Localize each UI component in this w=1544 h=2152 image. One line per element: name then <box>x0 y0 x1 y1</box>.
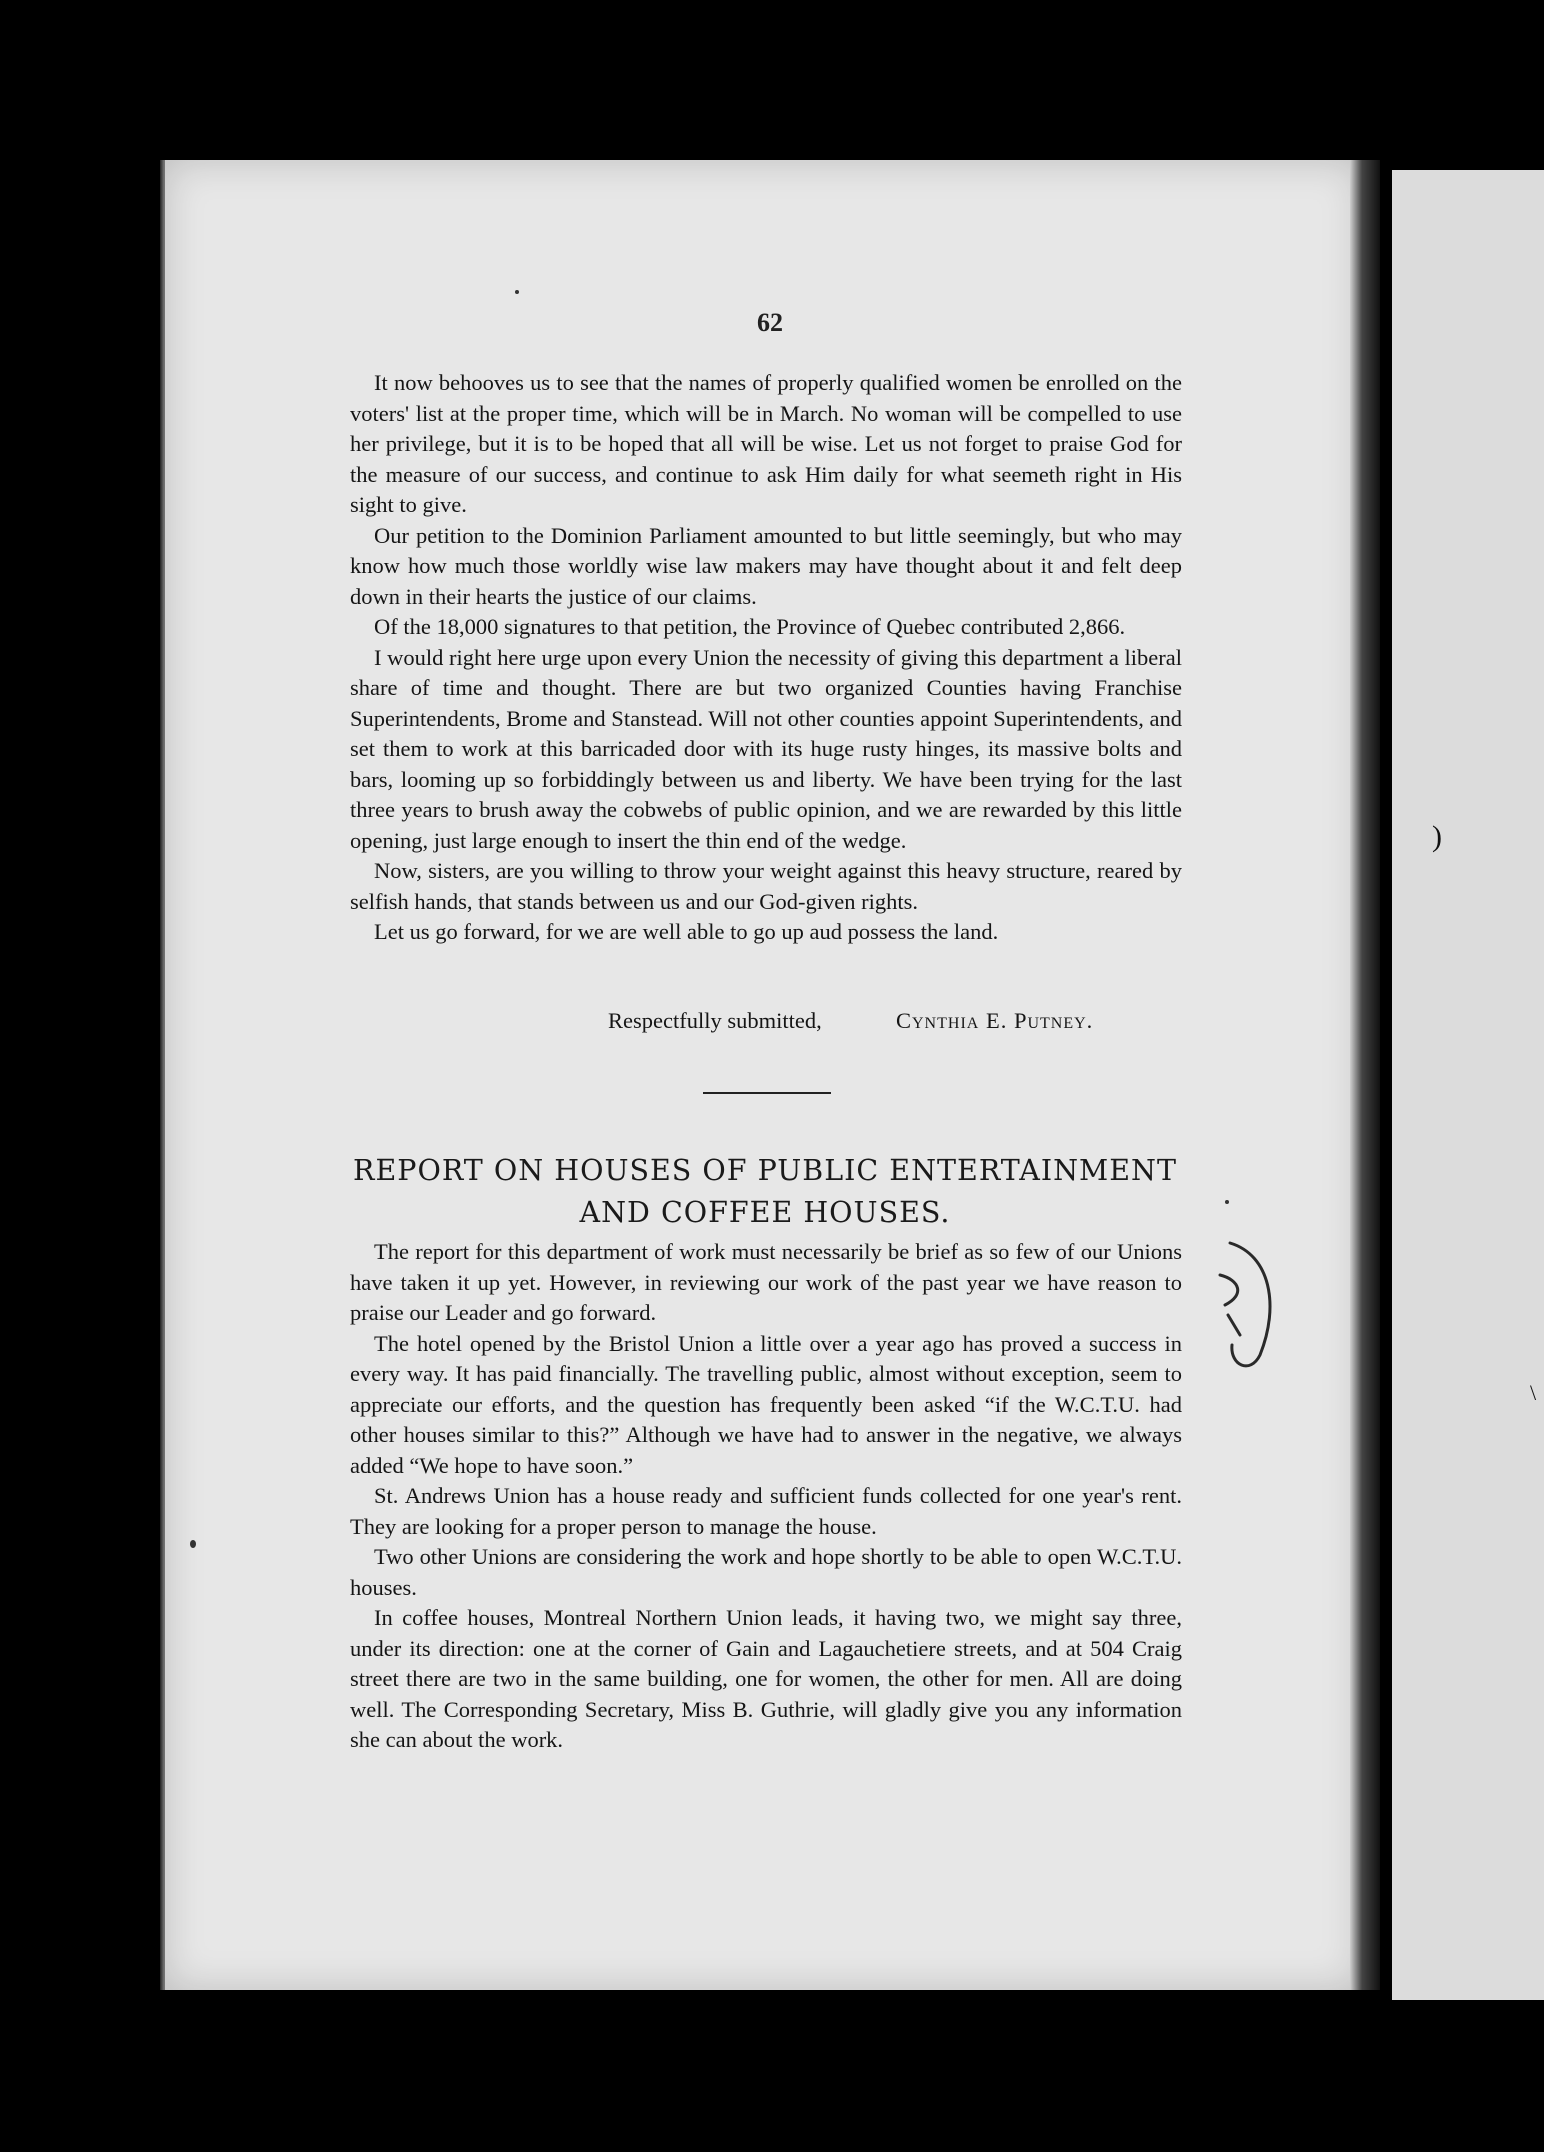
paragraph: The hotel opened by the Bristol Union a little over a year ago has proved a success in every way. It has paid financially. The travelling public, almost without exception, seem to appreciate our efforts, and the question has frequently been asked “if the W.C.T.U. had other houses similar to this?” Although we have had to answer in the negative, we always added “We hope to have soon.” <box>350 1330 1182 1478</box>
paragraph: It now behooves us to see that the names of properly qualified women be enrolled on the voters' list at the proper time, which will be in March. No woman will be compelled to use her privilege, but it is to be hoped that all will be wise. Let us not forget to praise God for the measure of our success, and continue to ask Him daily for what seemeth right in His sight to give. <box>350 370 1182 517</box>
page-gutter-shadow <box>1350 160 1380 1990</box>
section-heading <box>345 1150 1185 1234</box>
page-number: 62 <box>757 308 783 337</box>
paragraph: Let us go forward, for we are well able to go up aud possess the land. <box>374 919 999 944</box>
pencil-margin-mark <box>1210 1235 1290 1375</box>
heading-line: AND COFFEE HOUSES. <box>579 1196 951 1229</box>
paragraph: In coffee houses, Montreal Northern Union leads, it having two, we might say three, under its direction: one at the corner of Gain and Lagauchetiere streets, and at 504 Craig street there are two in the same building, one for women, the other for men. All are doing well. The Corresponding Secretary, Miss B. Guthrie, will gladly give you any information she can about the work. <box>350 1605 1182 1752</box>
houses-report-body <box>350 1237 1182 1756</box>
closing-text: Respectfully submitted, <box>608 1008 822 1033</box>
paragraph: St. Andrews Union has a house ready and sufficient funds collected for one year's rent. They are looking for a proper person to manage the house. <box>350 1483 1182 1539</box>
section-divider <box>703 1092 831 1094</box>
paragraph: The report for this department of work must necessarily be brief as so few of our Unions have taken it up yet. However, in reviewing our work of the past year we have reason to praise our Leader and go forward. <box>350 1239 1182 1325</box>
author-name: Cynthia E. Putney. <box>896 1008 1094 1033</box>
paragraph: Now, sisters, are you willing to throw your weight against this heavy structure, reared by selfish hands, that stands between us and our God-given rights. <box>350 858 1182 914</box>
paragraph: Of the 18,000 signatures to that petition, the Province of Quebec contributed 2,866. <box>374 614 1126 639</box>
paper-speck <box>515 290 519 294</box>
heading-line: REPORT ON HOUSES OF PUBLIC ENTERTAINMENT <box>353 1154 1177 1187</box>
paragraph: I would right here urge upon every Union the necessity of giving this department a liberal share of time and thought. There are but two organized Counties having Franchise Superintendents, Brome and Stanstead. Will not other counties appoint Superintendents, and set them to work at this barricaded door with its huge rusty hinges, its massive bolts and bars, looming up so forbiddingly between us and liberty. We have been trying for the last three years to brush away the cobwebs of public opinion, and we are rewarded by this little opening, just large enough to insert the thin end of the wedge. <box>350 644 1182 853</box>
facing-page-edge: ) \ <box>1392 170 1544 2000</box>
paragraph: Our petition to the Dominion Parliament amounted to but little seemingly, but who may know how much those worldly wise law makers may have thought about it and felt deep down in their hearts the justice of our claims. <box>350 522 1182 609</box>
franchise-report-body <box>350 368 1182 948</box>
paragraph: Two other Unions are considering the work and hope shortly to be able to open W.C.T.U. houses. <box>350 1544 1182 1600</box>
signature-line <box>608 1008 1208 1034</box>
paper-speck <box>190 1540 196 1548</box>
paper-speck <box>1225 1200 1229 1204</box>
